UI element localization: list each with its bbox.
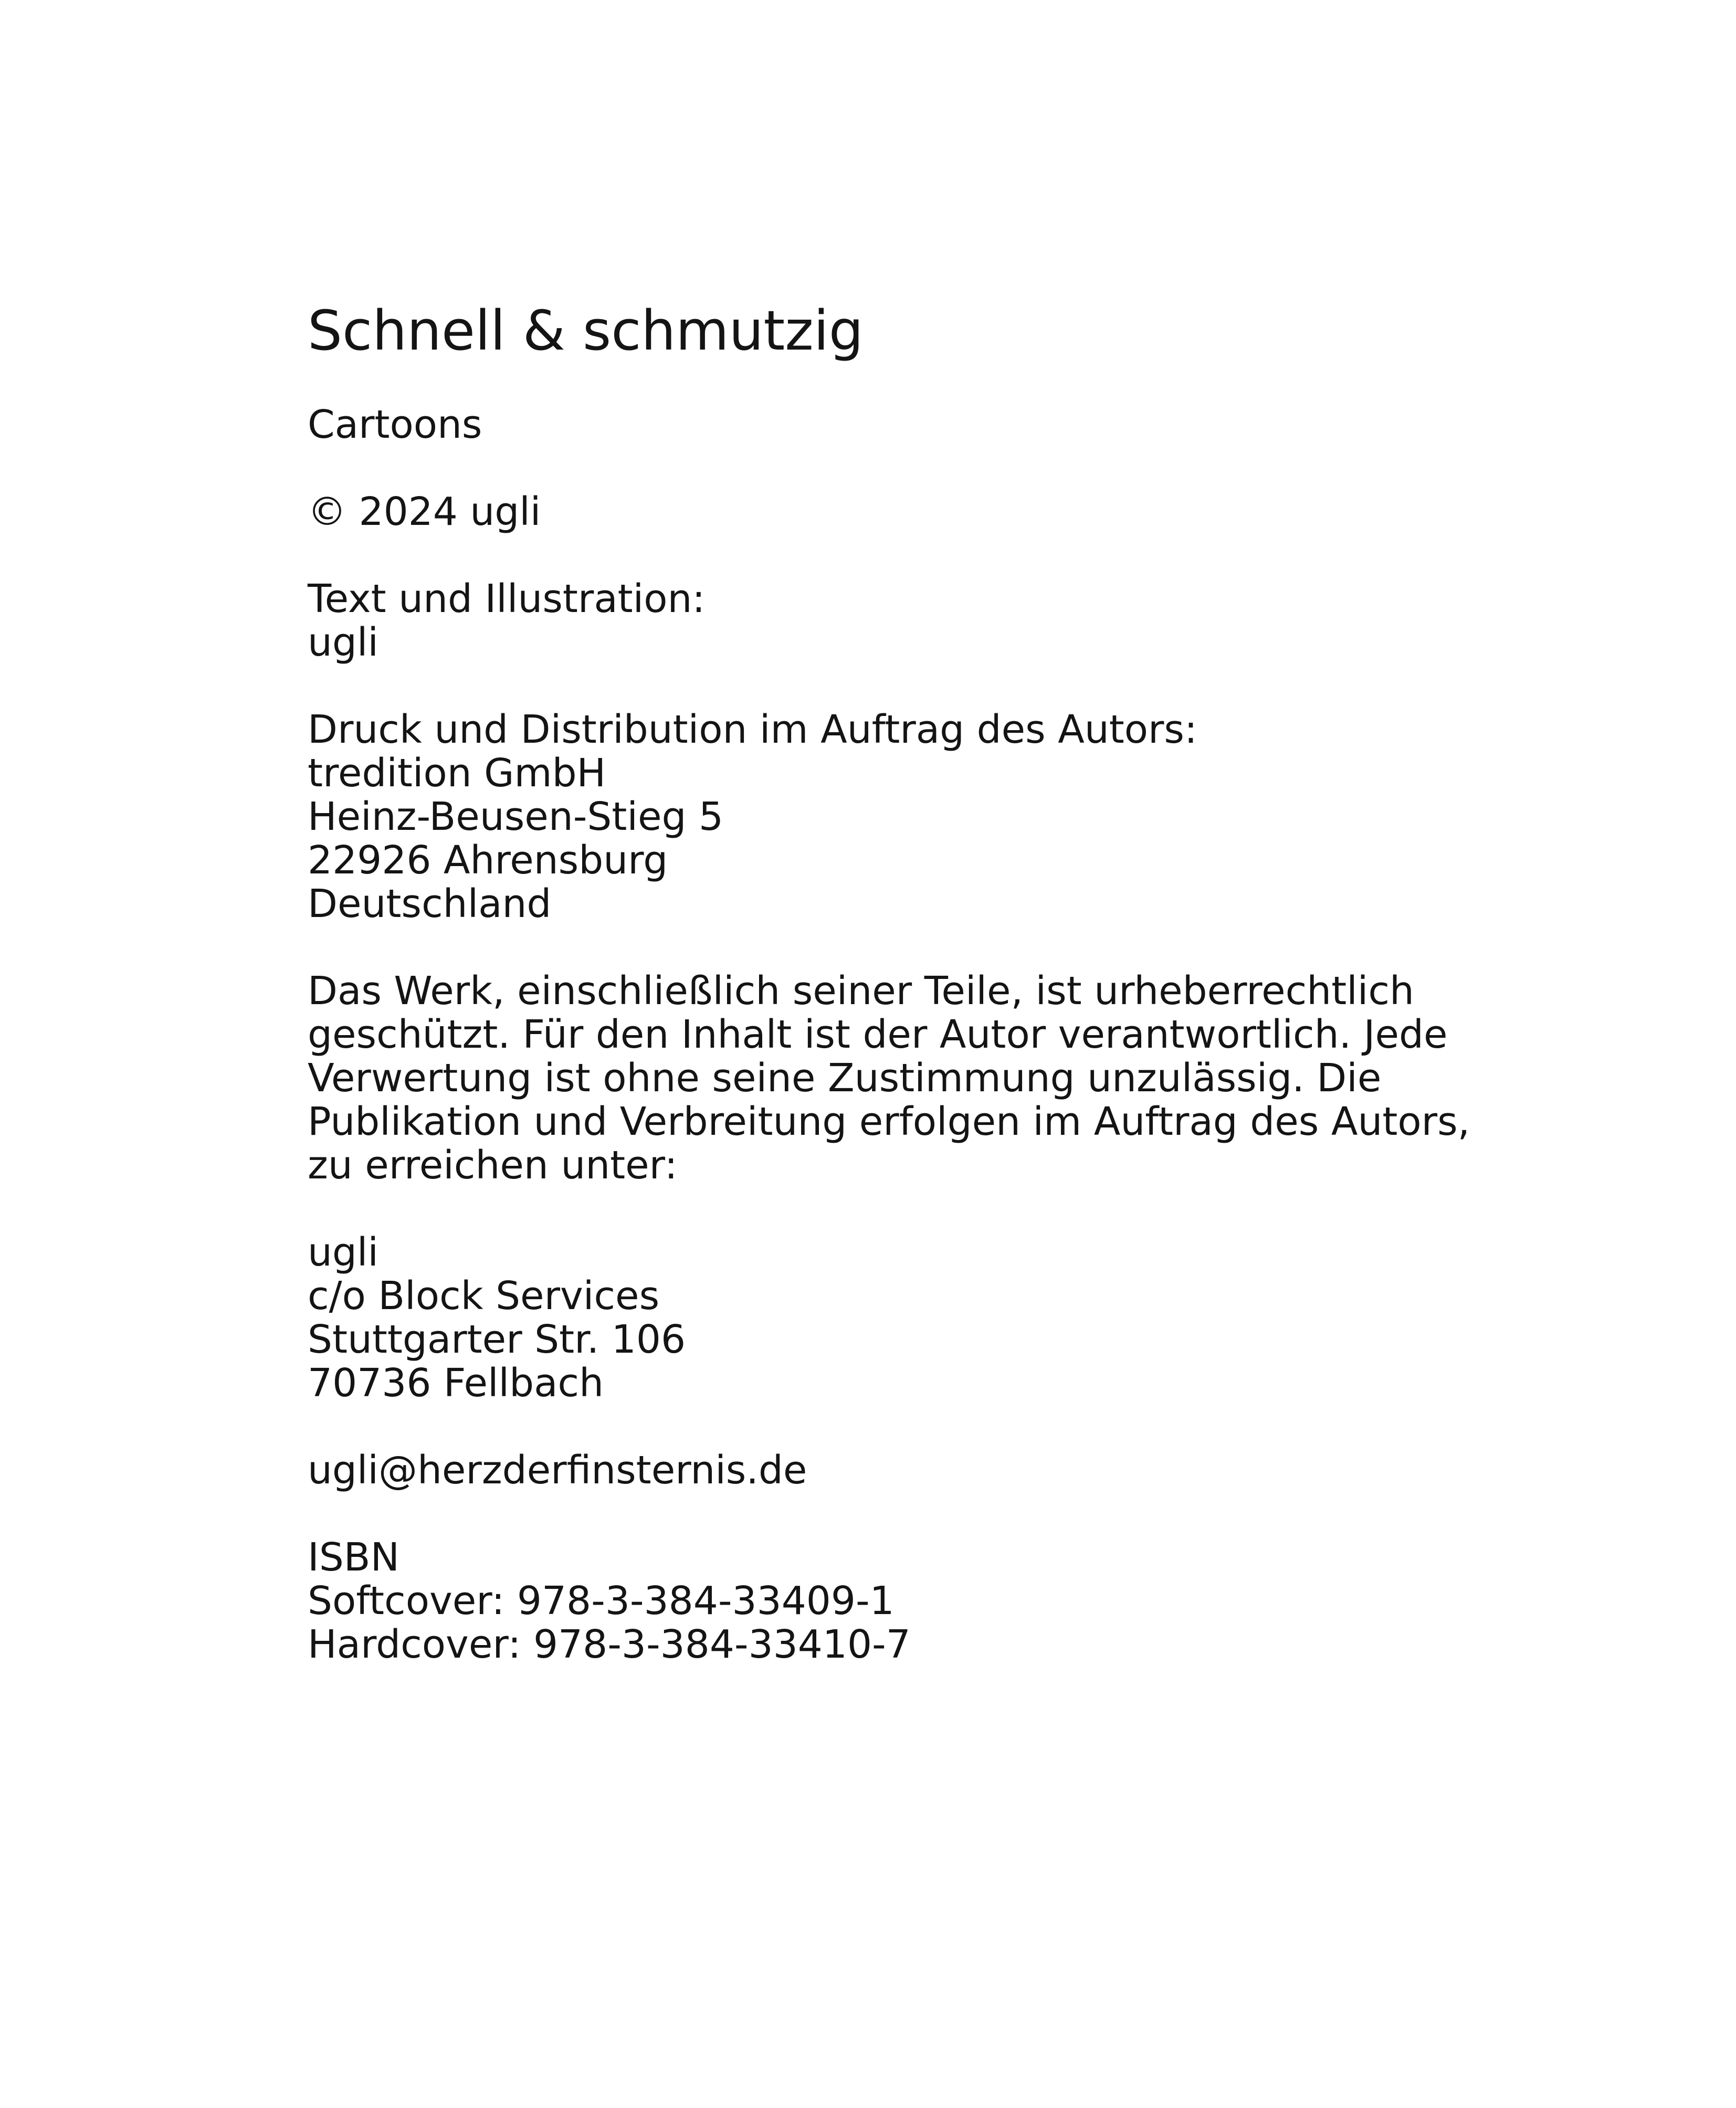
copyright-notice (308, 490, 1567, 534)
credits-block (308, 577, 1567, 665)
legal-line: zu erreichen unter: (308, 1143, 678, 1188)
contact-name: ugli (308, 1230, 378, 1275)
book-subtitle (308, 403, 1567, 447)
contact-city: 70736 Fellbach (308, 1361, 604, 1406)
contact-street: Stuttgarter Str. 106 (308, 1317, 686, 1362)
legal-line: geschützt. Für den Inhalt ist der Autor verantwortlich. Jede (308, 1012, 1448, 1057)
isbn-block (308, 1536, 1567, 1667)
legal-line: Publikation und Verbreitung erfolgen im Auftrag des Autors, (308, 1099, 1470, 1144)
imprint-page (308, 294, 1567, 1667)
copyright-text: © 2024 ugli (308, 489, 541, 534)
credits-name: ugli (308, 620, 378, 665)
email-text: ugli@herzderfinsternis.de (308, 1448, 807, 1493)
printer-country: Deutschland (308, 881, 552, 926)
isbn-hardcover: Hardcover: 978-3-384-33410-7 (308, 1622, 911, 1667)
legal-line: Verwertung ist ohne seine Zustimmung unzulässig. Die (308, 1056, 1382, 1101)
printer-company: tredition GmbH (308, 751, 606, 796)
contact-address (308, 1231, 1567, 1405)
isbn-label: ISBN (308, 1535, 399, 1580)
printer-city: 22926 Ahrensburg (308, 838, 668, 883)
book-title: Schnell & schmutzig (308, 299, 864, 363)
contact-care-of: c/o Block Services (308, 1273, 660, 1319)
legal-line: Das Werk, einschließlich seiner Teile, ist urheberrechtlich (308, 968, 1414, 1014)
isbn-softcover: Softcover: 978-3-384-33409-1 (308, 1578, 895, 1624)
printer-label: Druck und Distribution im Auftrag des Autors: (308, 707, 1197, 752)
printer-street: Heinz-Beusen-Stieg 5 (308, 794, 724, 839)
subtitle-text: Cartoons (308, 402, 482, 447)
legal-notice (308, 969, 1567, 1187)
printer-block (308, 708, 1567, 926)
credits-label: Text und Illustration: (308, 576, 706, 621)
contact-email (308, 1449, 1567, 1492)
